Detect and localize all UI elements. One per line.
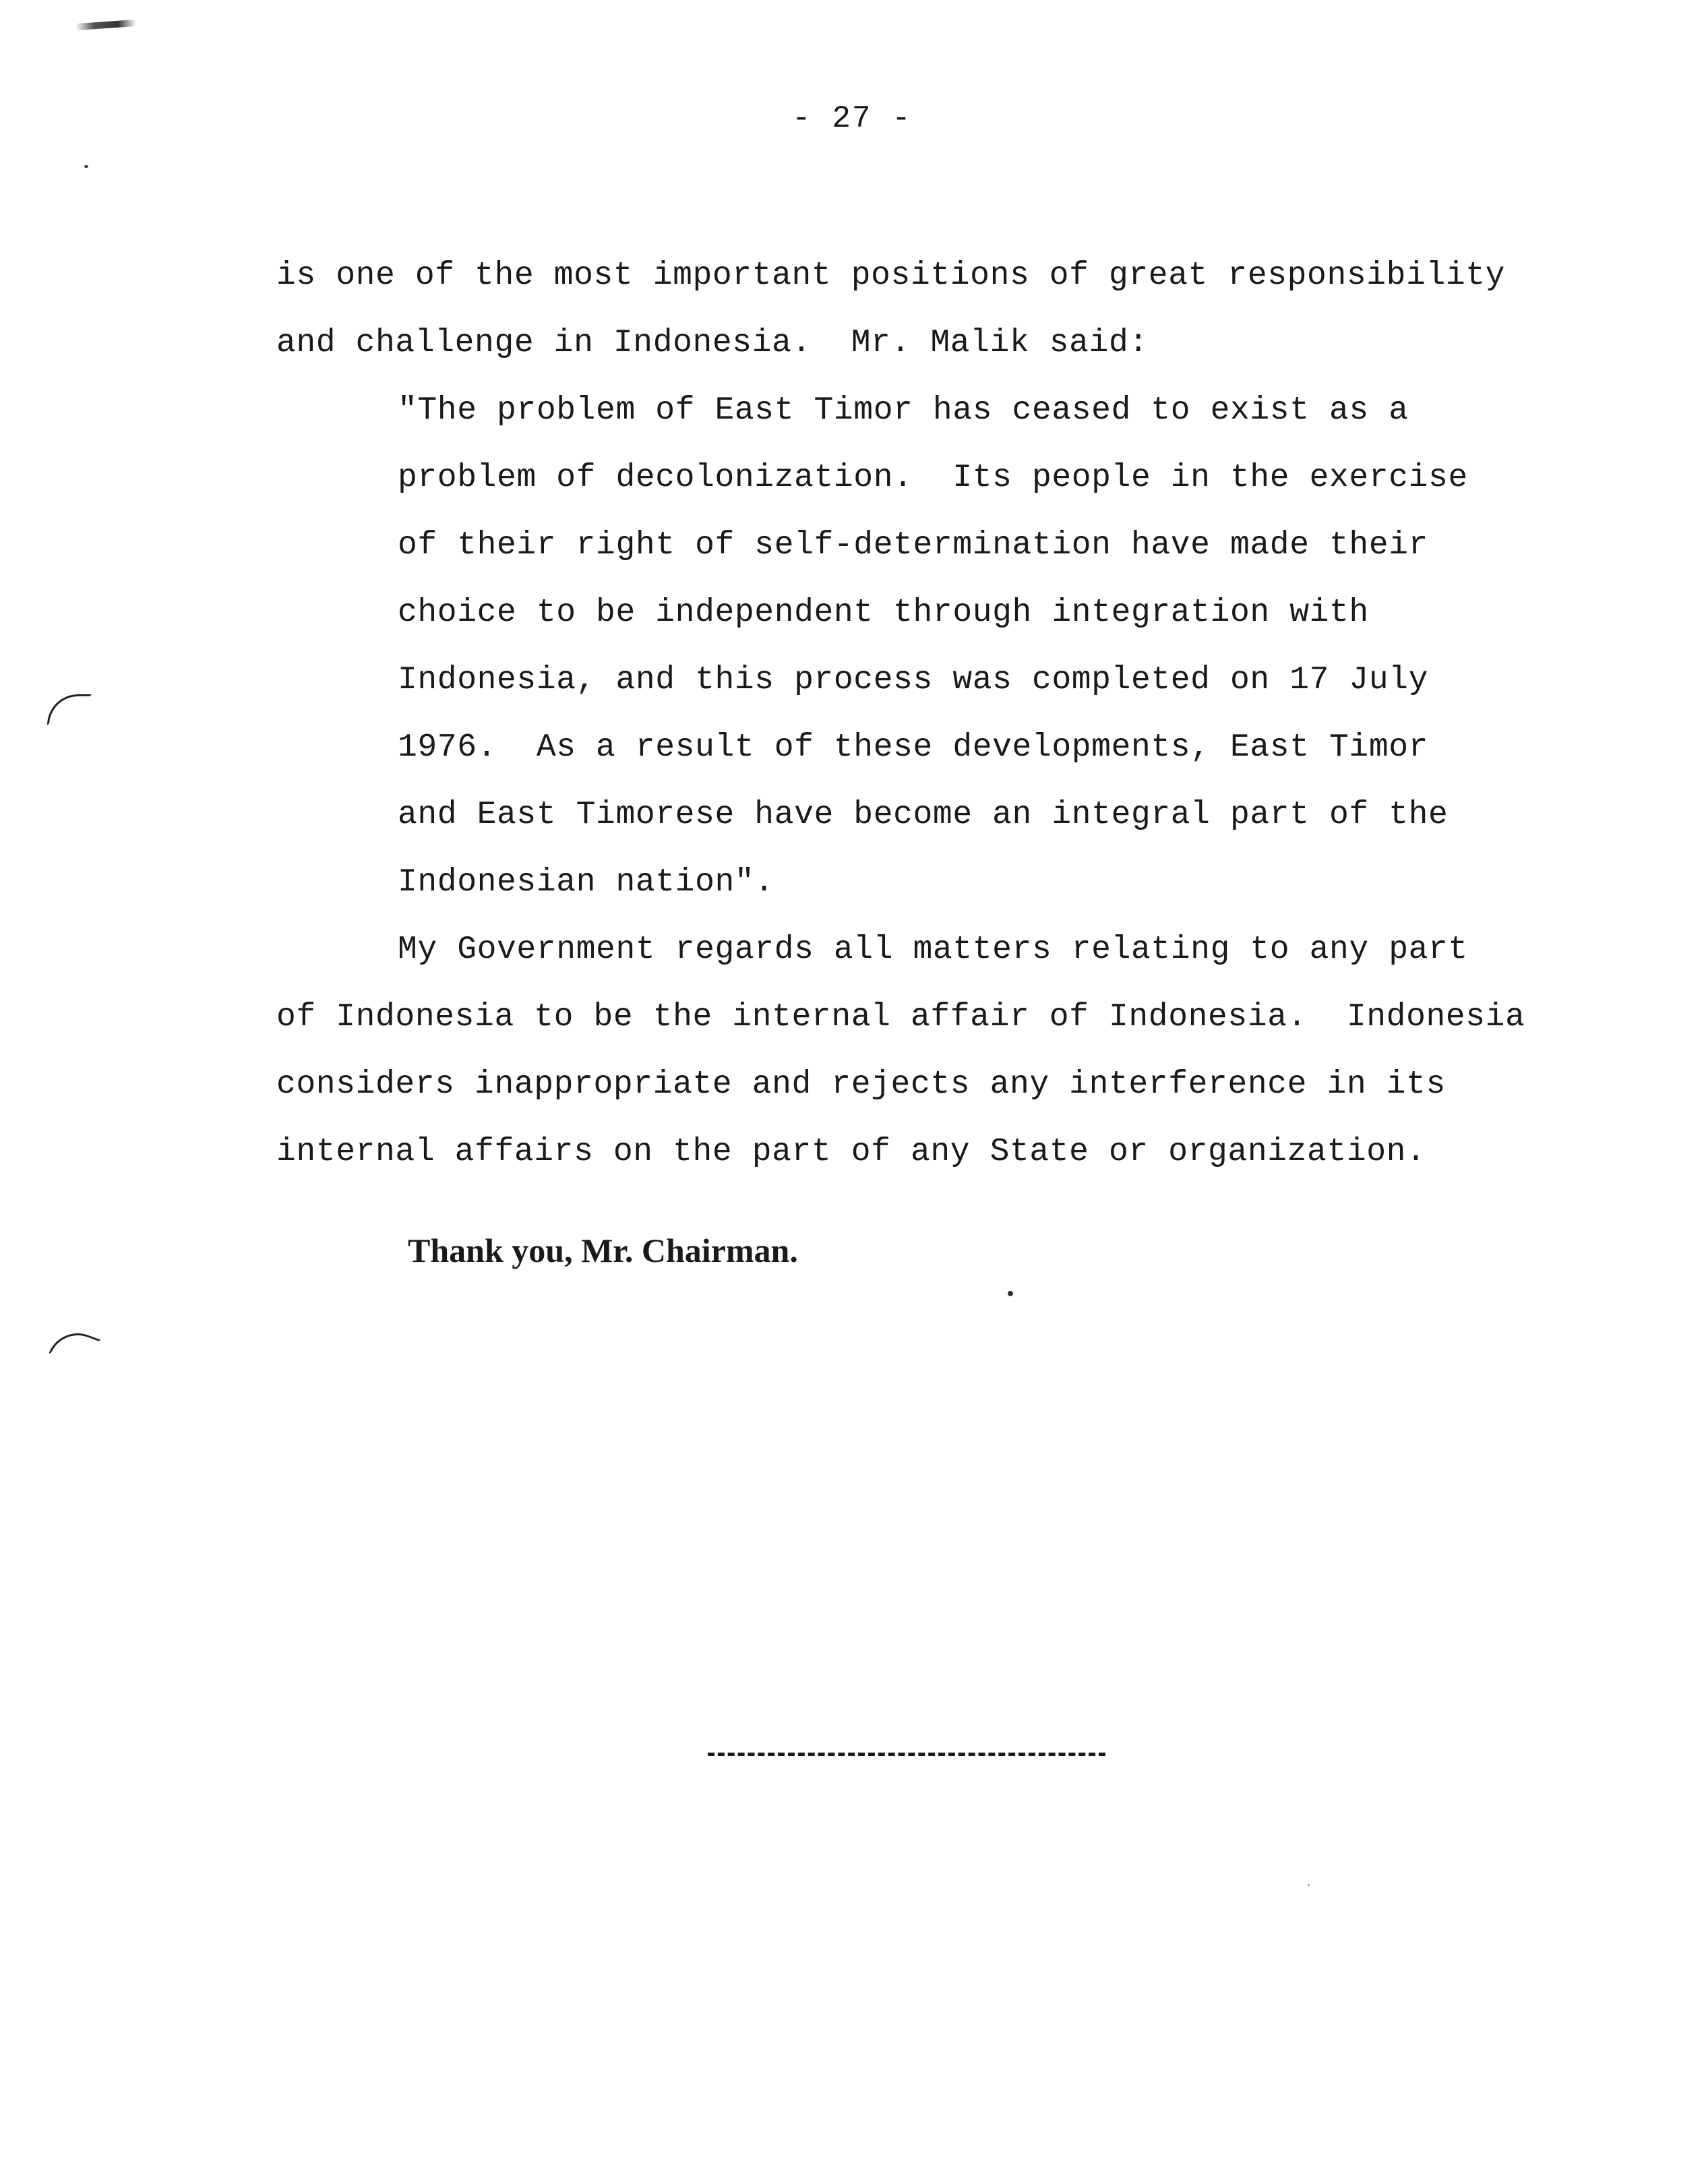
body-line: considers inappropriate and rejects any interference in its bbox=[276, 1066, 1446, 1103]
quote-line: problem of decolonization. Its people in the exercise bbox=[398, 460, 1468, 496]
closing-rule bbox=[708, 1753, 1105, 1756]
page-number: - 27 - bbox=[792, 101, 912, 136]
punch-hole-arc bbox=[49, 1325, 101, 1369]
body-line: and challenge in Indonesia. Mr. Malik said: bbox=[276, 325, 1149, 361]
punch-hole-arc bbox=[47, 694, 92, 725]
body-line: is one of the most important positions of great responsibility bbox=[276, 257, 1506, 294]
scan-speck bbox=[1008, 1291, 1013, 1296]
body-line: My Government regards all matters relating to any part bbox=[398, 932, 1468, 968]
scan-speck bbox=[84, 165, 88, 168]
body-line: internal affairs on the part of any State or organization. bbox=[276, 1134, 1426, 1170]
scan-smudge bbox=[75, 20, 136, 30]
body-line: of Indonesia to be the internal affair of Indonesia. Indonesia bbox=[276, 999, 1525, 1035]
closing-line: Thank you, Mr. Chairman. bbox=[408, 1232, 798, 1269]
quote-line: Indonesia, and this process was completed on 17 July bbox=[398, 662, 1429, 698]
quote-line: Indonesian nation". bbox=[398, 864, 774, 901]
quote-line: 1976. As a result of these developments, East Timor bbox=[398, 729, 1429, 766]
scan-speck bbox=[1308, 1884, 1310, 1886]
quote-line: of their right of self-determination have made their bbox=[398, 527, 1429, 564]
quote-line: "The problem of East Timor has ceased to exist as a bbox=[398, 392, 1409, 429]
quote-line: choice to be independent through integration with bbox=[398, 595, 1369, 631]
quote-line: and East Timorese have become an integral part of the bbox=[398, 797, 1449, 833]
